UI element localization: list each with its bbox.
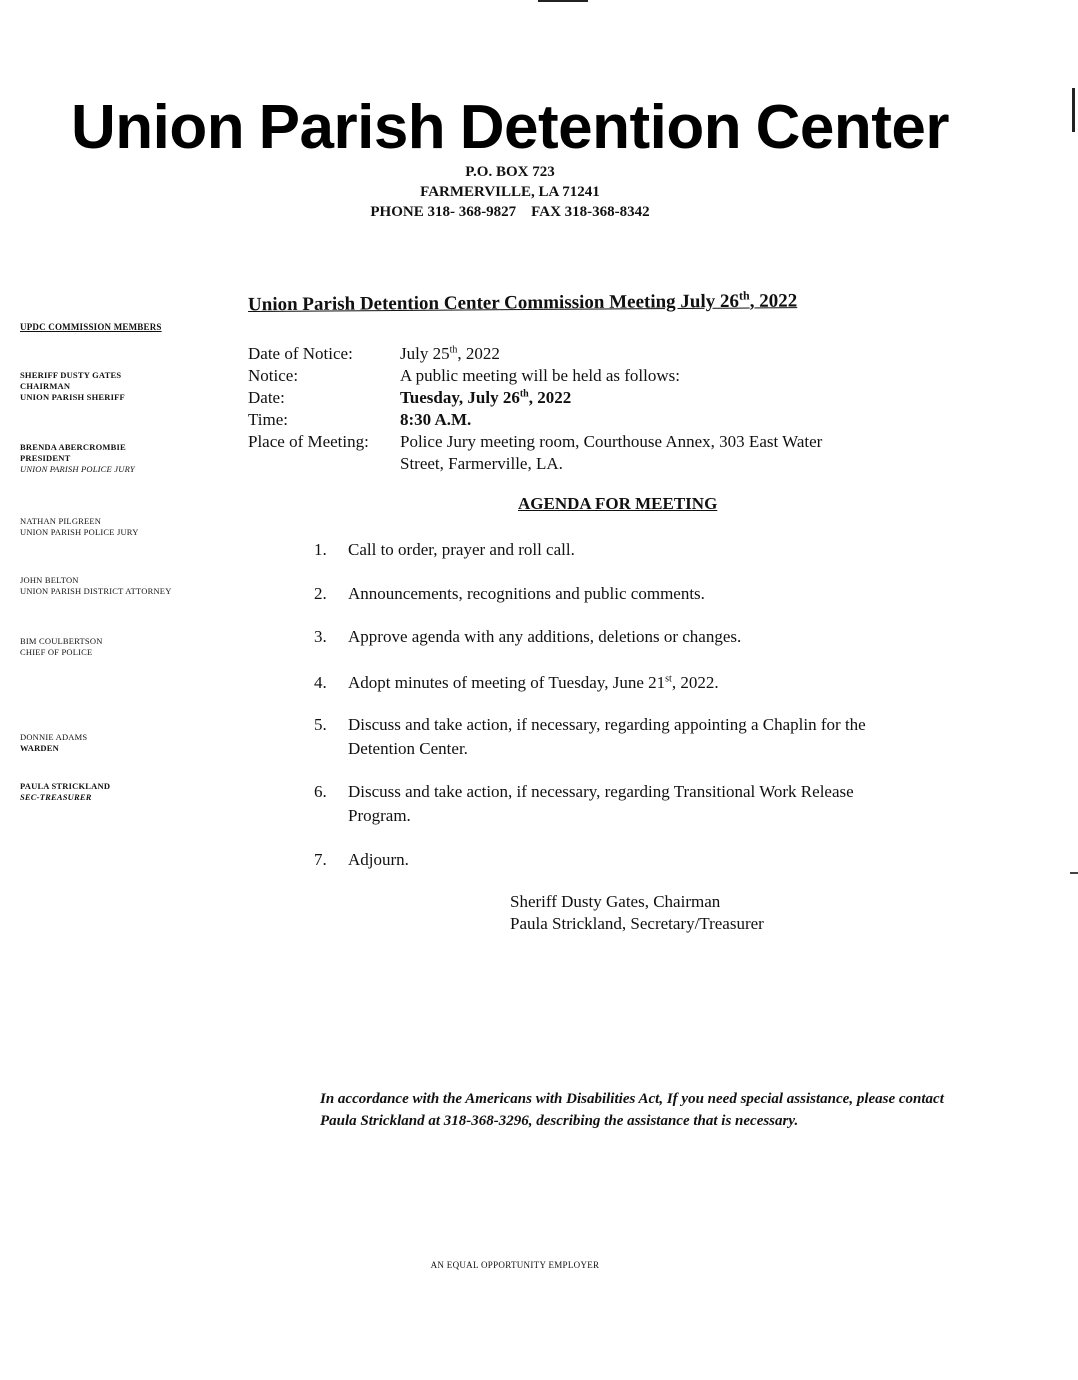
notice-value-year: , 2022 — [457, 344, 500, 363]
meeting-title-sup: th — [738, 288, 750, 303]
notice-label: Date: — [248, 388, 285, 407]
member-6 — [20, 732, 87, 754]
notice-value: Street, Farmerville, LA. — [400, 454, 563, 473]
meeting-title-text: Union Parish Detention Center Commission Meeting July 26 — [247, 290, 740, 316]
letterhead-title — [0, 92, 1020, 163]
address-city: FARMERVILLE, LA 71241 — [420, 184, 600, 200]
notice-value: 8:30 A.M. — [400, 410, 472, 429]
address-po-box: P.O. BOX 723 — [465, 164, 555, 180]
member-2 — [20, 442, 135, 475]
agenda-item-text: Discuss and take action, if necessary, regarding appointing a Chaplin for the — [348, 715, 866, 734]
notice-value-text: July 25 — [400, 344, 450, 363]
meeting-title — [248, 288, 797, 316]
agenda-item-number: 5. — [314, 715, 327, 734]
agenda-item-number: 6. — [314, 782, 327, 801]
agenda-item-sup: st — [665, 673, 672, 685]
agenda-item-text-cont: Detention Center. — [348, 739, 468, 758]
member-5 — [20, 636, 103, 658]
member-1 — [20, 370, 125, 403]
member-3 — [20, 516, 139, 538]
member-role: SEC-TREASURER — [20, 792, 92, 802]
member-name: NATHAN PILGREEN — [20, 516, 102, 526]
member-4 — [20, 575, 172, 597]
notice-value-sup: th — [519, 388, 529, 400]
agenda-item-text-end: , 2022. — [671, 673, 719, 692]
footer-equal-opportunity: AN EQUAL OPPORTUNITY EMPLOYER — [430, 1260, 600, 1270]
member-name: BIM COULBERTSON — [20, 636, 103, 646]
scan-mark-right — [1072, 88, 1075, 132]
members-heading: UPDC COMMISSION MEMBERS — [20, 322, 162, 332]
notice-value: Police Jury meeting room, Courthouse Annex, 303 East Water — [400, 432, 823, 451]
agenda-item-number: 3. — [314, 627, 327, 646]
title-word-2: Parish — [258, 93, 446, 162]
notice-value-sup: th — [449, 344, 458, 356]
notice-value: A public meeting will be held as follows: — [400, 366, 680, 385]
title-word-4: Center — [755, 93, 949, 162]
member-name: DONNIE ADAMS — [20, 732, 88, 742]
agenda-item-text-cont: Program. — [348, 806, 411, 825]
agenda-item-text: Discuss and take action, if necessary, regarding Transitional Work Release — [348, 782, 854, 801]
notice-label: Place of Meeting: — [248, 432, 369, 451]
meeting-title-year: , 2022 — [749, 290, 798, 312]
notice-value — [400, 344, 500, 364]
title-word-1: Union — [71, 93, 245, 162]
notice-label: Date of Notice: — [248, 344, 353, 363]
member-role: UNION PARISH POLICE JURY — [20, 464, 135, 474]
member-role: UNION PARISH DISTRICT ATTORNEY — [20, 586, 172, 596]
member-role: PRESIDENT — [20, 453, 71, 463]
scan-mark-top — [538, 0, 588, 2]
agenda-item-number: 7. — [314, 850, 327, 869]
agenda-item-text — [348, 673, 719, 693]
agenda-item-number: 2. — [314, 584, 327, 603]
notice-value-year: , 2022 — [528, 388, 572, 407]
member-name: BRENDA ABERCROMBIE — [20, 442, 126, 452]
member-name: JOHN BELTON — [20, 575, 79, 585]
member-7 — [20, 781, 110, 803]
signature-secretary: Paula Strickland, Secretary/Treasurer — [510, 914, 764, 933]
title-word-3: Detention — [459, 93, 742, 162]
scan-mark-right-lower — [1070, 872, 1078, 874]
agenda-item-number: 1. — [314, 540, 327, 559]
notice-label: Time: — [248, 410, 289, 429]
member-name: PAULA STRICKLAND — [20, 781, 111, 791]
agenda-item-text-main: Adopt minutes of meeting of Tuesday, June 21 — [348, 673, 666, 692]
notice-label: Notice: — [248, 366, 299, 385]
address-phone-fax: PHONE 318- 368-9827 FAX 318-368-8342 — [370, 204, 650, 220]
agenda-item-text: Adjourn. — [348, 850, 409, 869]
member-role: UNION PARISH POLICE JURY — [20, 527, 139, 537]
agenda-item-text: Announcements, recognitions and public comments. — [348, 584, 705, 603]
member-name: SHERIFF DUSTY GATES — [20, 370, 122, 380]
signature-chairman: Sheriff Dusty Gates, Chairman — [510, 892, 721, 911]
notice-value-text: Tuesday, July 26 — [400, 388, 520, 407]
agenda-item-text: Approve agenda with any additions, deletions or changes. — [348, 627, 742, 646]
ada-notice: In accordance with the Americans with Disabilities Act, If you need special assistance, please contact Paula Strickland at 318-368-3296, describing the assistance that is necessary. — [320, 1091, 944, 1129]
agenda-item-number: 4. — [314, 673, 327, 692]
notice-value — [400, 388, 571, 408]
member-role: CHAIRMAN — [20, 381, 71, 391]
member-role: CHIEF OF POLICE — [20, 647, 93, 657]
agenda-item-text: Call to order, prayer and roll call. — [348, 540, 575, 559]
agenda-heading: AGENDA FOR MEETING — [518, 494, 718, 513]
member-role: WARDEN — [20, 743, 59, 753]
member-role: UNION PARISH SHERIFF — [20, 392, 125, 402]
